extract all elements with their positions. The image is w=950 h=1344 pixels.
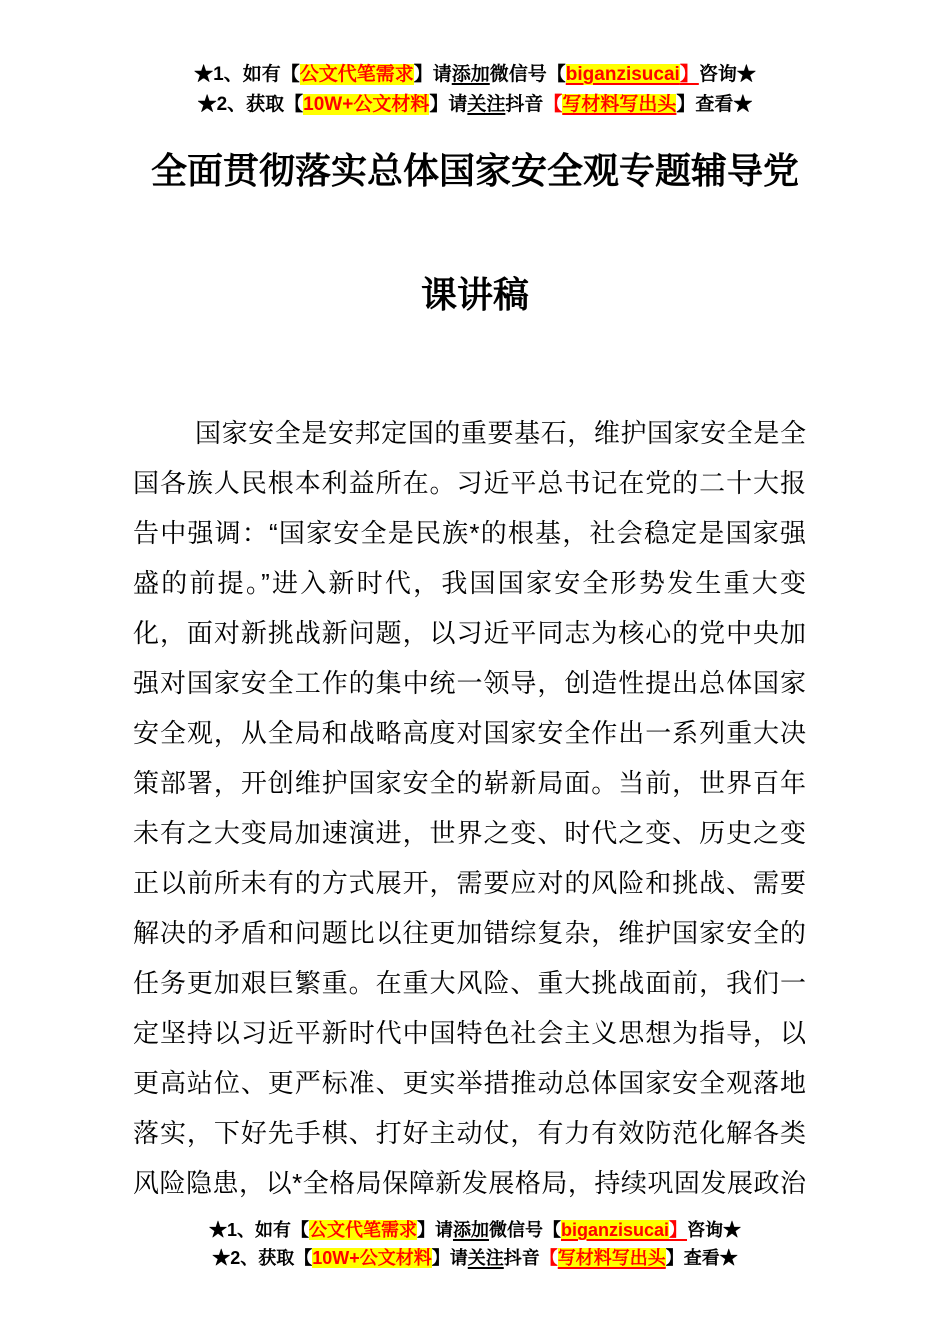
promo-text: ★2、获取【 (212, 1248, 313, 1268)
promo-text: 】请 (413, 64, 452, 85)
document-title-line-2: 课讲稿 (420, 274, 529, 315)
promo-text: 】 (669, 1220, 688, 1240)
promo-text: 关注 (467, 94, 506, 115)
promo-text: 】查看★ (665, 1248, 738, 1268)
promo-text: 咨询★ (698, 64, 756, 85)
body-text-line: 正以前所未有的方式展开，需要应对的风险和挑战、需要 (133, 868, 806, 898)
promo-text: 】请 (429, 94, 468, 115)
promo-highlight-text: 写材料写出头 (562, 94, 677, 115)
promo-highlight-text: 公文代笔需求 (299, 64, 414, 85)
body-text-line: 更高站位、更严标准、更实举措推动总体国家安全观落地 (133, 1068, 806, 1098)
body-text-line: 国各族人民根本利益所在。习近平总书记在党的二十大报 (133, 468, 806, 498)
promo-text: 咨询★ (687, 1220, 742, 1240)
header-promo-line-2 (0, 90, 950, 120)
body-text-line: 定坚持以习近平新时代中国特色社会主义思想为指导，以 (133, 1018, 806, 1048)
header-promo (0, 0, 950, 120)
promo-text: 抖音 (505, 94, 544, 115)
footer-promo-line-2 (0, 1244, 950, 1272)
promo-text: 【 (539, 1248, 558, 1268)
promo-text: 【 (543, 94, 563, 115)
body-text-line: 强对国家安全工作的集中统一领导，创造性提出总体国家 (133, 668, 806, 698)
promo-highlight-text: 写材料写出头 (557, 1248, 666, 1268)
promo-highlight-text: 公文代笔需求 (308, 1220, 417, 1240)
header-promo-line-1 (0, 60, 950, 90)
promo-text: 】请 (416, 1220, 453, 1240)
footer-promo (0, 1216, 950, 1272)
promo-highlight-text: biganzisucai (565, 64, 680, 85)
body-text-line: 国家安全是安邦定国的重要基石，维护国家安全是全 (195, 418, 806, 448)
promo-text: 添加 (451, 64, 490, 85)
promo-text: ★1、如有【 (194, 64, 300, 85)
promo-text: 抖音 (503, 1248, 540, 1268)
body-text-line: 任务更加艰巨繁重。在重大风险、重大挑战面前，我们一 (133, 968, 806, 998)
promo-highlight-text: 10W+公文材料 (312, 1248, 432, 1268)
document-title-line-1: 全面贯彻落实总体国家安全观专题辅导党 (150, 150, 799, 191)
promo-text: 添加 (452, 1220, 489, 1240)
promo-text: 关注 (467, 1248, 504, 1268)
promo-highlight-text: biganzisucai (560, 1220, 670, 1240)
body-text-line: 化，面对新挑战新问题，以习近平同志为核心的党中央加 (133, 618, 806, 648)
promo-text: ★2、获取【 (197, 94, 304, 115)
promo-text: 微信号【 (488, 1220, 561, 1240)
promo-text: 微信号【 (489, 64, 566, 85)
body-paragraph (133, 408, 806, 1208)
body-text-line: 落实，下好先手棋、打好主动仗，有力有效防范化解各类 (133, 1118, 806, 1148)
promo-highlight-text: 10W+公文材料 (303, 94, 430, 115)
promo-text: 】请 (431, 1248, 468, 1268)
body-text-line: 风险隐患，以*全格局保障新发展格局，持续巩固发展政治 (133, 1168, 806, 1198)
body-text-line: 解决的矛盾和问题比以往更加错综复杂，维护国家安全的 (133, 918, 806, 948)
body-text-line: 策部署，开创维护国家安全的崭新局面。当前，世界百年 (133, 768, 806, 798)
promo-text: 】查看★ (676, 94, 753, 115)
promo-text: ★1、如有【 (208, 1220, 309, 1240)
body-text-line: 安全观，从全局和战略高度对国家安全作出一系列重大决 (133, 718, 806, 748)
body-text-line: 盛的前提。”进入新时代，我国国家安全形势发生重大变 (133, 568, 806, 598)
promo-text: 】 (679, 64, 699, 85)
body-text-line: 告中强调：“国家安全是民族*的根基，社会稳定是国家强 (133, 518, 806, 548)
footer-promo-line-1 (0, 1216, 950, 1244)
body-text-line: 未有之大变局加速演进，世界之变、时代之变、历史之变 (133, 818, 806, 848)
